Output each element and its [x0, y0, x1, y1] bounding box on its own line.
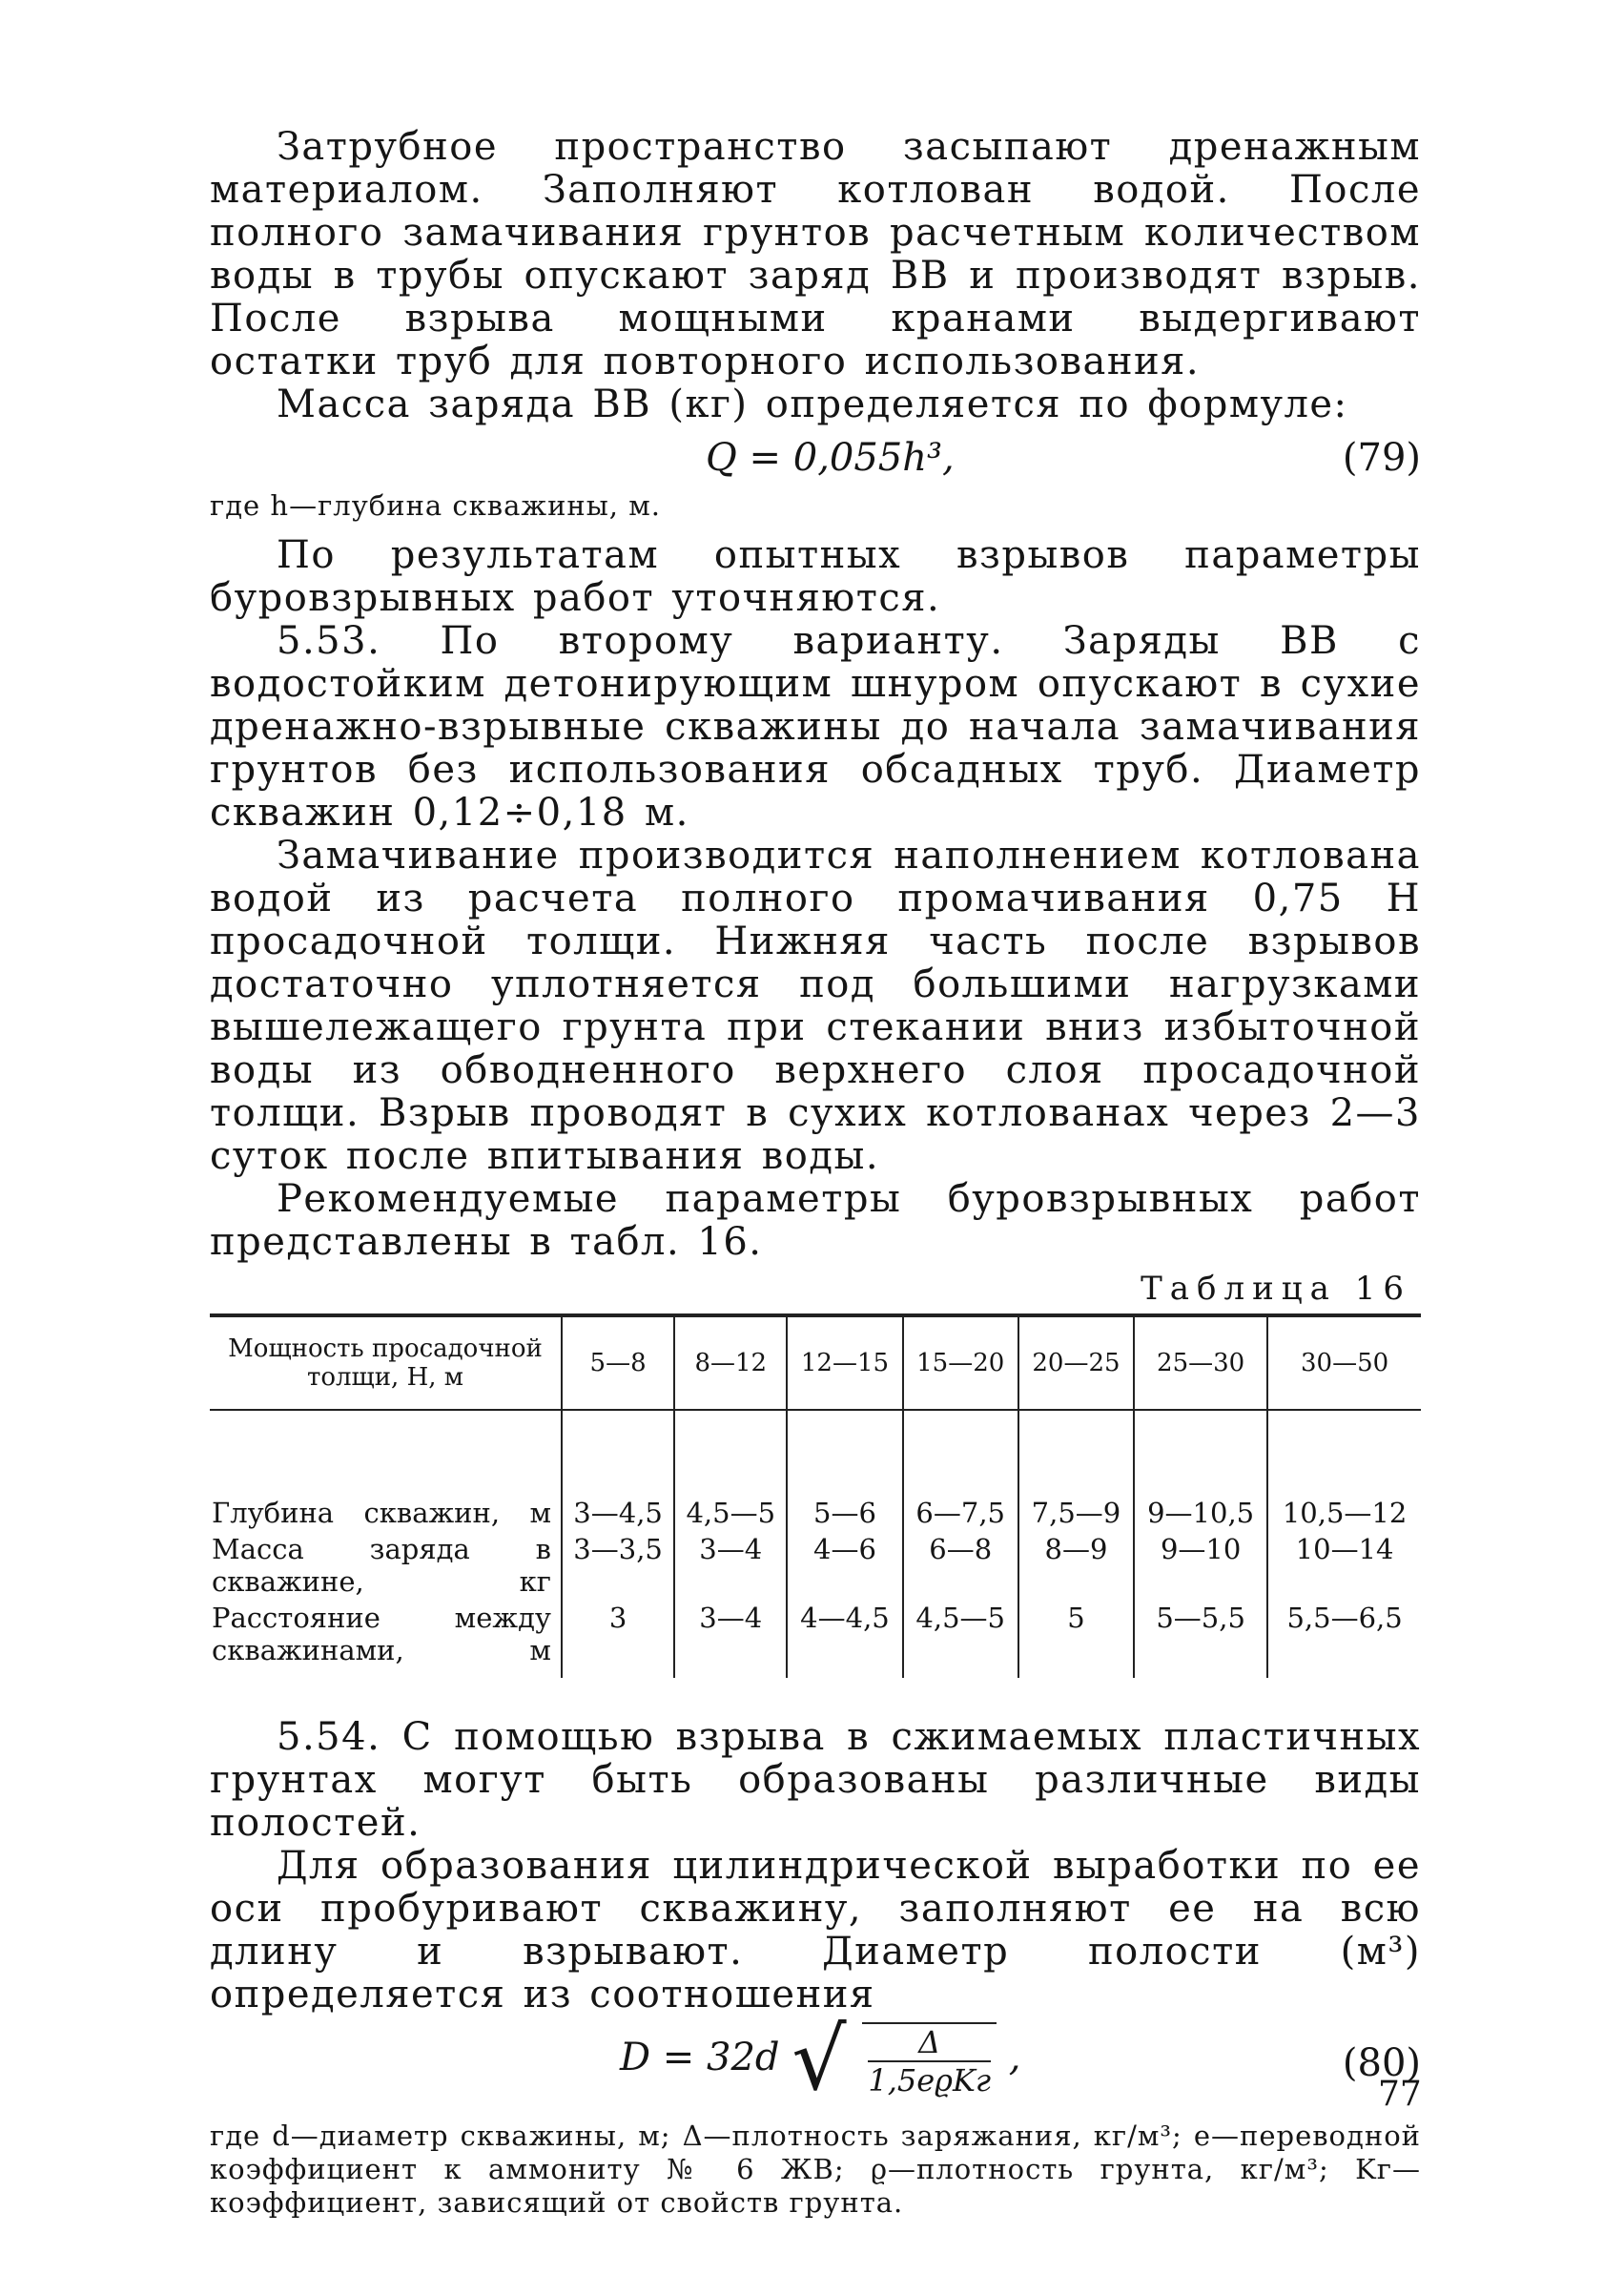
table-cell: 4—4,5: [787, 1600, 902, 1678]
fraction-denominator: 1,5eϱKг: [868, 2062, 992, 2099]
table-cell: 4,5—5: [674, 1410, 787, 1531]
fraction-numerator: Δ: [868, 2024, 991, 2062]
radical-sign: √: [791, 2010, 847, 2110]
fraction: [862, 2022, 997, 2099]
table-cell: 4,5—5: [903, 1600, 1018, 1678]
formula-lhs: D = 32d: [620, 2036, 780, 2079]
table-row: [210, 1531, 1421, 1600]
table-cell: 5: [1018, 1600, 1134, 1678]
table-cell: 10,5—12: [1267, 1410, 1421, 1531]
table-row-label: Глубина скважин, м: [212, 1497, 551, 1529]
formula-body: Q = 0,055h³,: [706, 436, 955, 480]
table-cell: 3—3,5: [562, 1531, 674, 1600]
table-header-cell: 15—20: [903, 1315, 1018, 1410]
table-header-cell: 30—50: [1267, 1315, 1421, 1410]
formula-legend: где h—глубина скважины, м.: [210, 489, 662, 522]
page-number: 77: [1378, 2075, 1422, 2114]
table-header-cell: 8—12: [674, 1315, 787, 1410]
paragraph: Масса заряда ВВ (кг) определяется по формуле:: [277, 383, 1348, 426]
formula-number: (79): [1342, 436, 1421, 480]
table-header-cell: Мощность просадочной толщи, H, м: [228, 1334, 543, 1392]
paragraph: Затрубное пространство засыпают дренажным материалом. Заполняют котлован водой. После полного замачивания грунтов расчетным количеством воды в трубы опускают заряд ВВ и производят взрыв. После взрыва мощными кранами выдергивают остатки труб для повторного использования.: [210, 125, 1421, 383]
paragraph: 5.53. По второму варианту. Заряды ВВ с водостойким детонирующим шнуром опускают в сухие дренажно-взрывные скважины до начала замачивания грунтов без использования обсадных труб. Диаметр скважин 0,12÷0,18 м.: [210, 619, 1421, 835]
table-row: [210, 1410, 1421, 1531]
table-cell: 3—4,5: [562, 1410, 674, 1531]
paragraph: Для образования цилиндрической выработки по ее оси пробуривают скважину, заполняют ее на всю длину и взрывают. Диаметр полости (м³) определяется из соотношения: [210, 1844, 1421, 2016]
table-cell: 5—6: [787, 1410, 902, 1531]
formula-number: (80): [1342, 2041, 1421, 2085]
table-cell: 6—7,5: [903, 1410, 1018, 1531]
formula-79: [210, 436, 1421, 493]
table-row-label: Расстояние между скважинами, м: [212, 1602, 551, 1666]
table-header-cell: 25—30: [1134, 1315, 1267, 1410]
paragraph: Замачивание производится наполнением котлована водой из расчета полного промачивания 0,75 H просадочной толщи. Нижняя часть после взрывов достаточно уплотняется под большими нагрузками вышележащего грунта при стекании вниз избыточной воды из обводненного верхнего слоя просадочной толщи. Взрыв проводят в сухих котлованах через 2—3 суток после впитывания воды.: [210, 834, 1421, 1178]
text-column: [210, 126, 1421, 2220]
parameters-table: [210, 1313, 1421, 1678]
table-caption: Таблица 16: [1141, 1270, 1411, 1308]
formula-80: [210, 2010, 1421, 2114]
table-cell: 3—4: [674, 1531, 787, 1600]
table-header-cell: 12—15: [787, 1315, 902, 1410]
table-cell: 5—5,5: [1134, 1600, 1267, 1678]
paragraph: По результатам опытных взрывов параметры буровзрывных работ уточняются.: [210, 533, 1421, 620]
table-cell: 5,5—6,5: [1267, 1600, 1421, 1678]
table-cell: 10—14: [1267, 1531, 1421, 1600]
table-cell: 7,5—9: [1018, 1410, 1134, 1531]
table-header-row: [210, 1315, 1421, 1410]
table-row: [210, 1600, 1421, 1678]
table-cell: 3—4: [674, 1600, 787, 1678]
table-cell: 8—9: [1018, 1531, 1134, 1600]
table-header-cell: 20—25: [1018, 1315, 1134, 1410]
paragraph: Рекомендуемые параметры буровзрывных работ представлены в табл. 16.: [210, 1177, 1421, 1264]
formula-tail: ,: [1008, 2036, 1021, 2079]
table-cell: 9—10,5: [1134, 1410, 1267, 1531]
table-cell: 4—6: [787, 1531, 902, 1600]
table-cell: 6—8: [903, 1531, 1018, 1600]
table-header-cell: 5—8: [562, 1315, 674, 1410]
paragraph: 5.54. С помощью взрыва в сжимаемых пластичных грунтах могут быть образованы различные виды полостей.: [210, 1715, 1421, 1845]
table-cell: 9—10: [1134, 1531, 1267, 1600]
table-cell: 3: [562, 1600, 674, 1678]
formula-legend: где d—диаметр скважины, м; Δ—плотность заряжания, кг/м³; e—переводной коэффициент к аммониту № 6 ЖВ; ϱ—плотность грунта, кг/м³; Kг—коэффициент, зависящий от свойств грунта.: [210, 2120, 1421, 2219]
table-row-label: Масса заряда в скважине, кг: [212, 1533, 551, 1598]
formula-body: [620, 2010, 1021, 2110]
